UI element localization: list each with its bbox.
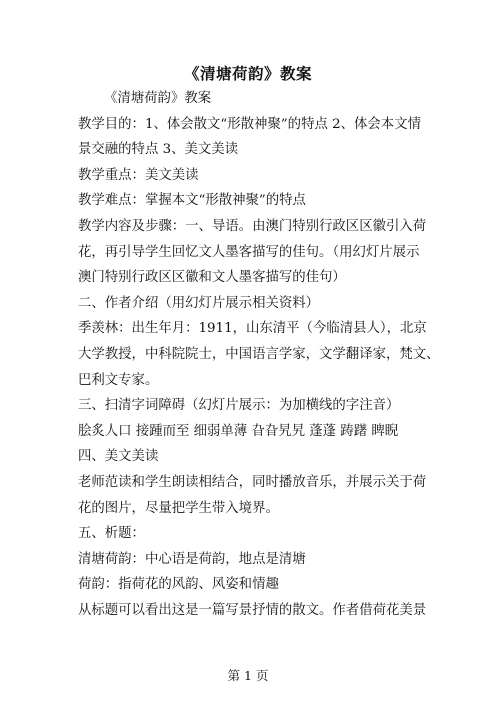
body-line: 教学目的：1、体会散文“形散神聚”的特点 2、体会本文情 (78, 116, 421, 132)
body-line: 教学重点：美文美读 (78, 167, 199, 183)
section-heading: 三、扫清字词障碍（幻灯片展示：为加横线的字注音） (78, 398, 400, 414)
body-line: 大学教授，中科院院士，中国语言学家，文学翻译家，梵文、 (78, 346, 440, 362)
vocabulary-line: 脍炙人口 接踵而至 细弱单薄 旮旮旯旯 蓬蓬 踌躇 睥睨 (78, 423, 399, 439)
document-body (78, 86, 438, 623)
body-line: 清塘荷韵：中心语是荷韵，地点是清塘 (78, 551, 306, 567)
body-line: 季羡林：出生年月：1911，山东清平（今临清县人），北京 (78, 321, 427, 337)
body-line: 老师范读和学生朗读相结合，同时播放音乐，并展示关于荷 (78, 474, 427, 490)
body-line: 教学内容及步骤：一、导语。由澳门特别行政区区徽引入荷 (78, 218, 427, 234)
section-heading: 二、作者介绍（用幻灯片展示相关资料） (78, 295, 320, 311)
body-line: 花，再引导学生回忆文人墨客描写的佳句。（用幻灯片展示 (78, 244, 420, 260)
body-line: 花的图片，尽量把学生带入境界。 (78, 500, 279, 516)
body-line: 教学难点：掌握本文“形散神聚”的特点 (78, 193, 306, 209)
section-heading: 五、析题： (78, 526, 145, 542)
document-title: 《清塘荷韵》教案 (183, 64, 312, 83)
body-line: 景交融的特点 3、美文美读 (78, 142, 239, 158)
body-line: 从标题可以看出这是一篇写景抒情的散文。作者借荷花美景 (78, 602, 427, 618)
body-line: 巴利文专家。 (78, 372, 159, 388)
body-line: 荷韵：指荷花的风韵、风姿和情趣 (78, 577, 279, 593)
page-number: 第 1 页 (227, 668, 269, 683)
body-line: 澳门特别行政区区徽和文人墨客描写的佳句） (78, 270, 346, 286)
section-heading: 四、美文美读 (78, 449, 159, 465)
subtitle-line: 《清塘荷韵》教案 (104, 91, 212, 106)
